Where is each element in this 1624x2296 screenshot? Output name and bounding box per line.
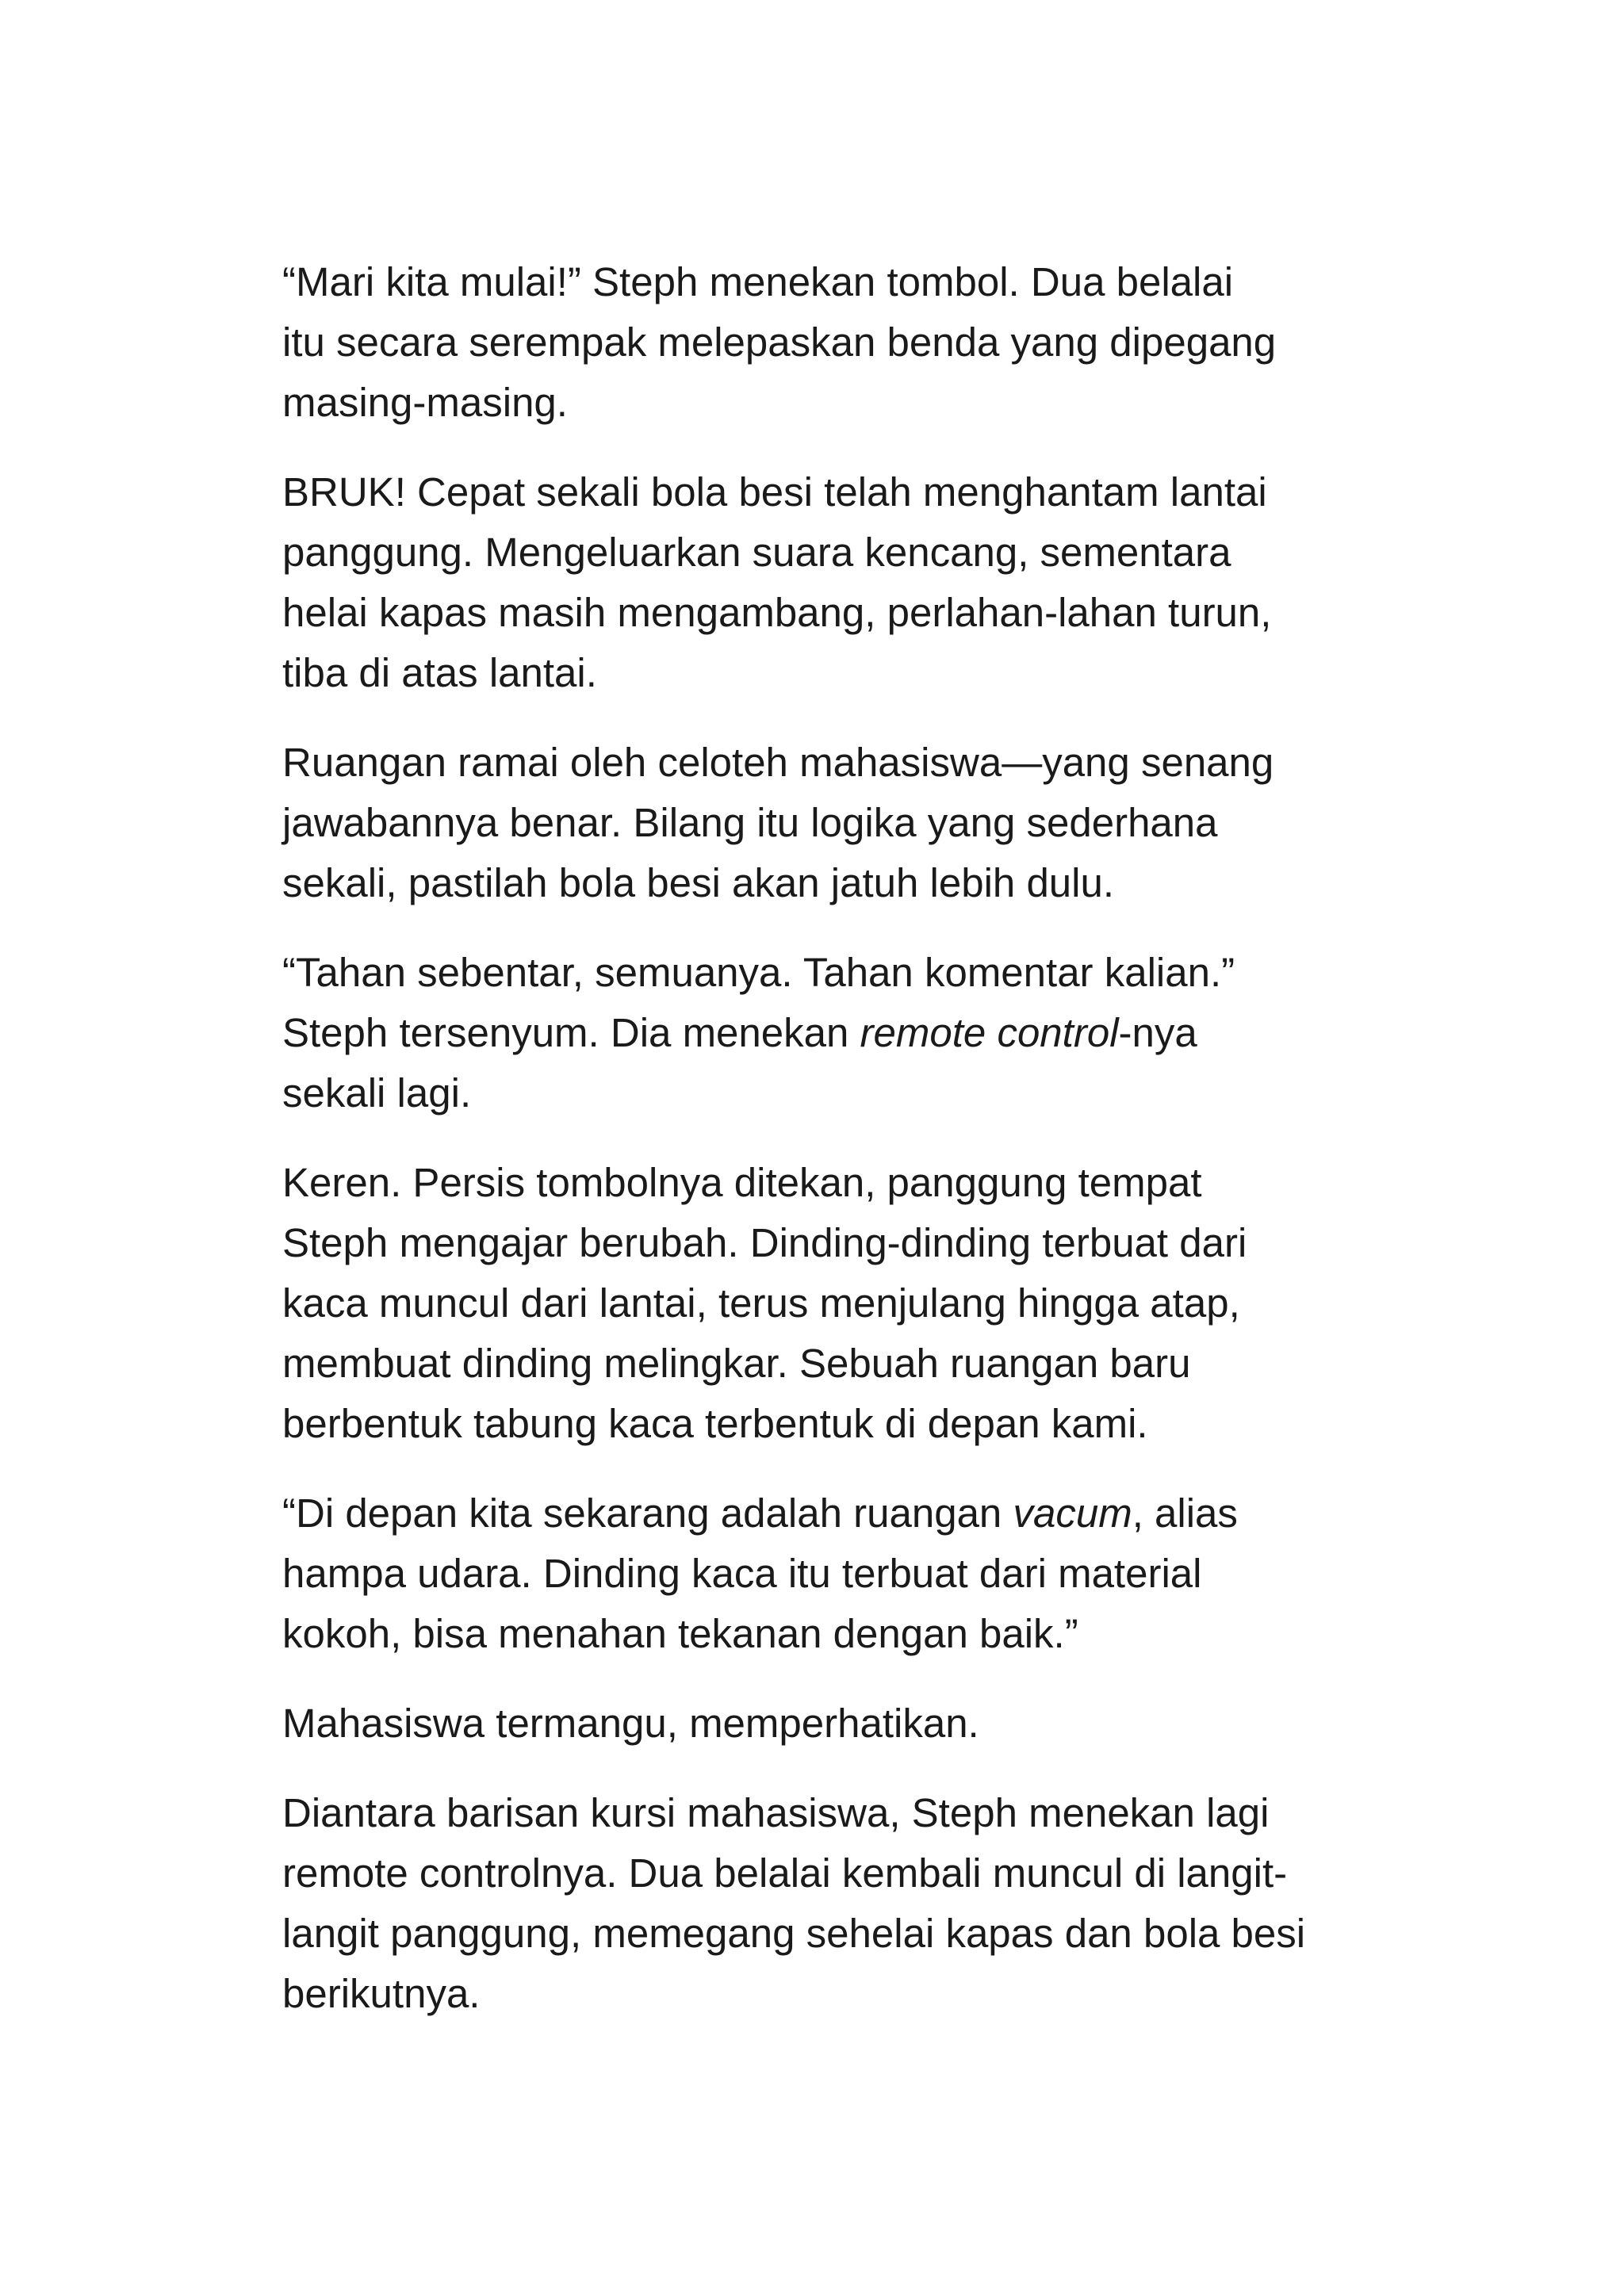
text-run: , alias: [1132, 1490, 1238, 1536]
text-line: sekali, pastilah bola besi akan jatuh lebih dulu.: [282, 860, 1115, 905]
text-run: Steph tersenyum. Dia menekan: [282, 1010, 860, 1055]
text-line: jawabannya benar. Bilang itu logika yang sederhana: [282, 800, 1218, 845]
paragraph: [282, 943, 1392, 1123]
italic-text-run: remote control: [860, 1010, 1119, 1055]
paragraph: [282, 1483, 1392, 1664]
text-line: “Mari kita mulai!” Steph menekan tombol. Dua belalai: [282, 259, 1234, 304]
italic-text-run: vacum: [1013, 1490, 1132, 1536]
paragraph: [282, 462, 1392, 703]
text-line: langit panggung, memegang sehelai kapas dan bola besi: [282, 1911, 1306, 1956]
text-line: sekali lagi.: [282, 1070, 472, 1115]
paragraph: [282, 1153, 1392, 1454]
text-line: panggung. Mengeluarkan suara kencang, sementara: [282, 530, 1231, 575]
text-line: masing-masing.: [282, 380, 568, 425]
text-line: hampa udara. Dinding kaca itu terbuat dari material: [282, 1551, 1202, 1596]
text-run: -nya: [1118, 1010, 1197, 1055]
text-line: remote controlnya. Dua belalai kembali muncul di langit-: [282, 1850, 1288, 1896]
text-line: Ruangan ramai oleh celoteh mahasiswa—yang senang: [282, 740, 1274, 785]
text-line: [282, 1483, 1392, 1544]
text-line: kokoh, bisa menahan tekanan dengan baik.”: [282, 1611, 1078, 1656]
text-line: Steph mengajar berubah. Dinding-dinding terbuat dari: [282, 1220, 1247, 1265]
text-line: “Tahan sebentar, semuanya. Tahan komentar kalian.”: [282, 950, 1235, 995]
text-line: berbentuk tabung kaca terbentuk di depan kami.: [282, 1401, 1148, 1446]
text-line: kaca muncul dari lantai, terus menjulang hingga atap,: [282, 1280, 1240, 1326]
paragraph: [282, 733, 1392, 913]
text-line: helai kapas masih mengambang, perlahan-lahan turun,: [282, 590, 1272, 635]
text-line: berikutnya.: [282, 1971, 481, 2016]
text-line: Diantara barisan kursi mahasiswa, Steph menekan lagi: [282, 1790, 1270, 1835]
text-line: [282, 1003, 1392, 1063]
paragraph: [282, 1693, 1392, 1754]
paragraph: [282, 1783, 1392, 2024]
text-run: “Di depan kita sekarang adalah ruangan: [282, 1490, 1013, 1536]
text-line: tiba di atas lantai.: [282, 650, 597, 695]
text-line: itu secara serempak melepaskan benda yang dipegang: [282, 320, 1277, 365]
text-line: Mahasiswa termangu, memperhatikan.: [282, 1701, 979, 1746]
text-line: Keren. Persis tombolnya ditekan, panggung tempat: [282, 1160, 1202, 1205]
text-line: membuat dinding melingkar. Sebuah ruangan baru: [282, 1341, 1191, 1386]
paragraph: [282, 252, 1392, 433]
text-line: BRUK! Cepat sekali bola besi telah menghantam lantai: [282, 469, 1267, 515]
story-text: [282, 252, 1392, 2053]
